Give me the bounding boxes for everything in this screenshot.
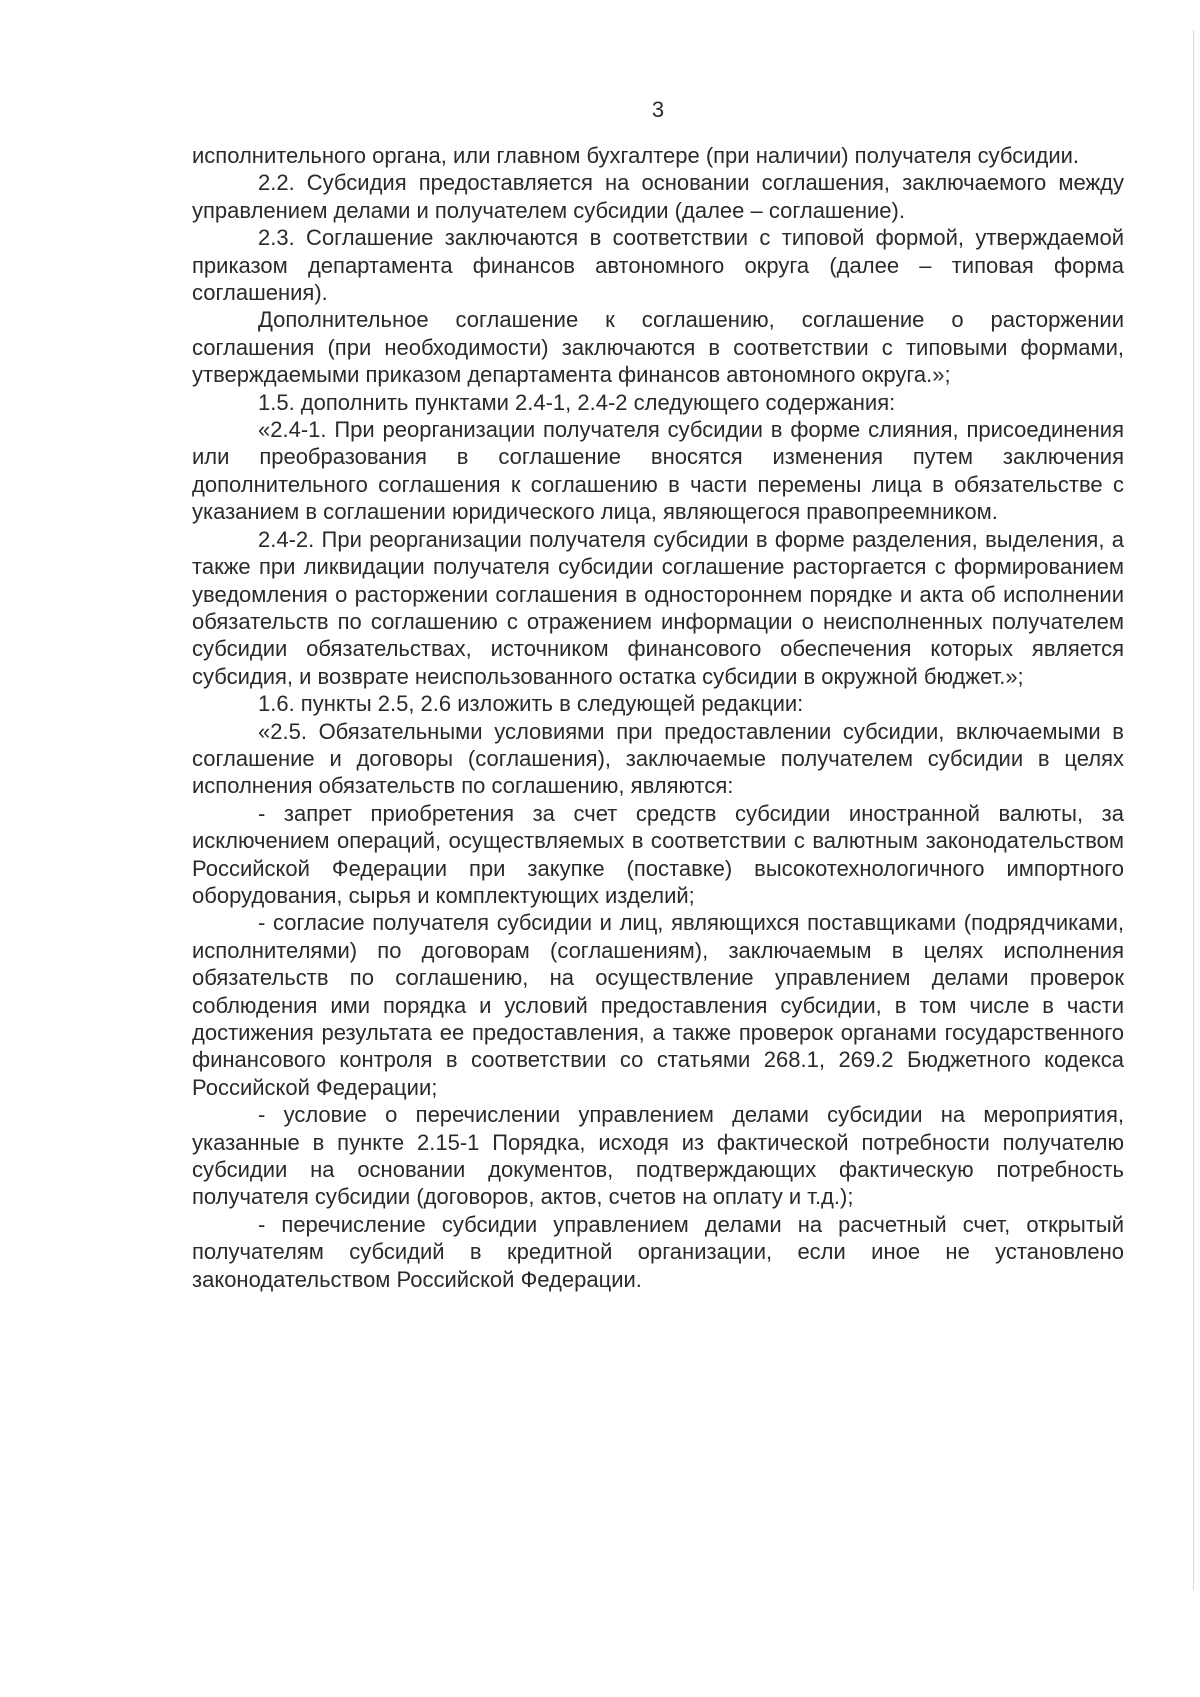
paragraph-1-5: 1.5. дополнить пунктами 2.4-1, 2.4-2 следующего содержания: <box>258 389 896 415</box>
list-item-consent-inspections: - согласие получателя субсидии и лиц, являющихся поставщиками (подрядчиками, исполнителями) по договорам (соглашениям), заключаемым в целях исполнения обязательств по соглашению, на осуществление управлением делами проверок соблюдения ими порядка и условий предоставления субсидии, в том числе в части достижения результата ее предоставления, а также проверок органами государственного финансового контроля в соответствии со статьями 268.1, 269.2 Бюджетного кодекса Российской Федерации; <box>192 910 1124 1100</box>
list-item-transfer-condition: - условие о перечислении управлением делами субсидии на мероприятия, указанные в пункте 2.15-1 Порядка, исходя из фактической потребности получателю субсидии на основании документов, подтверждающих фактическую потребность получателя субсидии (договоров, актов, счетов на оплату и т.д.); <box>192 1102 1124 1210</box>
paragraph-2-5: «2.5. Обязательными условиями при предоставлении субсидии, включаемыми в соглашение и договоры (соглашения), заключаемые получателем субсидии в целях исполнения обязательств по соглашению, являются: <box>192 718 1124 799</box>
list-item-settlement-account: - перечисление субсидии управлением делами на расчетный счет, открытый получателям субсидий в кредитной организации, если иное не установлено законодательством Российской Федерации. <box>192 1211 1124 1292</box>
paragraph-2-4-1: «2.4-1. При реорганизации получателя субсидии в форме слияния, присоединения или преобразования в соглашение вносятся изменения путем заключения дополнительного соглашения к соглашению в части перемены лица в обязательстве с указанием в соглашении юридического лица, являющегося правопреемником. <box>192 417 1124 525</box>
paragraph-additional-agreement: Дополнительное соглашение к соглашению, соглашение о расторжении соглашения (при необходимости) заключаются в соответствии с типовыми формами, утверждаемыми приказом департамента финансов автономного округа.»; <box>192 307 1124 388</box>
page-number: 3 <box>651 97 665 122</box>
list-item-currency-ban: - запрет приобретения за счет средств субсидии иностранной валюты, за исключением операций, осуществляемых в соответствии с валютным законодательством Российской Федерации при закупке (поставке) высокотехнологичного импортного оборудования, сырья и комплектующих изделий; <box>192 800 1124 908</box>
document-body <box>192 142 1124 1293</box>
scan-edge-line <box>1193 30 1194 1590</box>
paragraph-2-4-2: 2.4-2. При реорганизации получателя субсидии в форме разделения, выделения, а также при ликвидации получателя субсидии соглашение расторгается с формированием уведомления о расторжении соглашения в одностороннем порядке и акта об исполнении обязательств по соглашению с отражением информации о неисполненных получателем субсидии обязательствах, источником финансового обеспечения которых является субсидия, и возврате неиспользованного остатка субсидии в окружной бюджет.»; <box>192 526 1124 689</box>
paragraph-2-3: 2.3. Соглашение заключаются в соответствии с типовой формой, утверждаемой приказом департамента финансов автономного округа (далее – типовая форма соглашения). <box>192 225 1124 306</box>
paragraph-continued: исполнительного органа, или главном бухгалтере (при наличии) получателя субсидии. <box>192 143 1080 168</box>
paragraph-1-6: 1.6. пункты 2.5, 2.6 изложить в следующей редакции: <box>258 691 804 717</box>
paragraph-2-2: 2.2. Субсидия предоставляется на основании соглашения, заключаемого между управлением делами и получателем субсидии (далее – соглашение). <box>192 170 1124 223</box>
